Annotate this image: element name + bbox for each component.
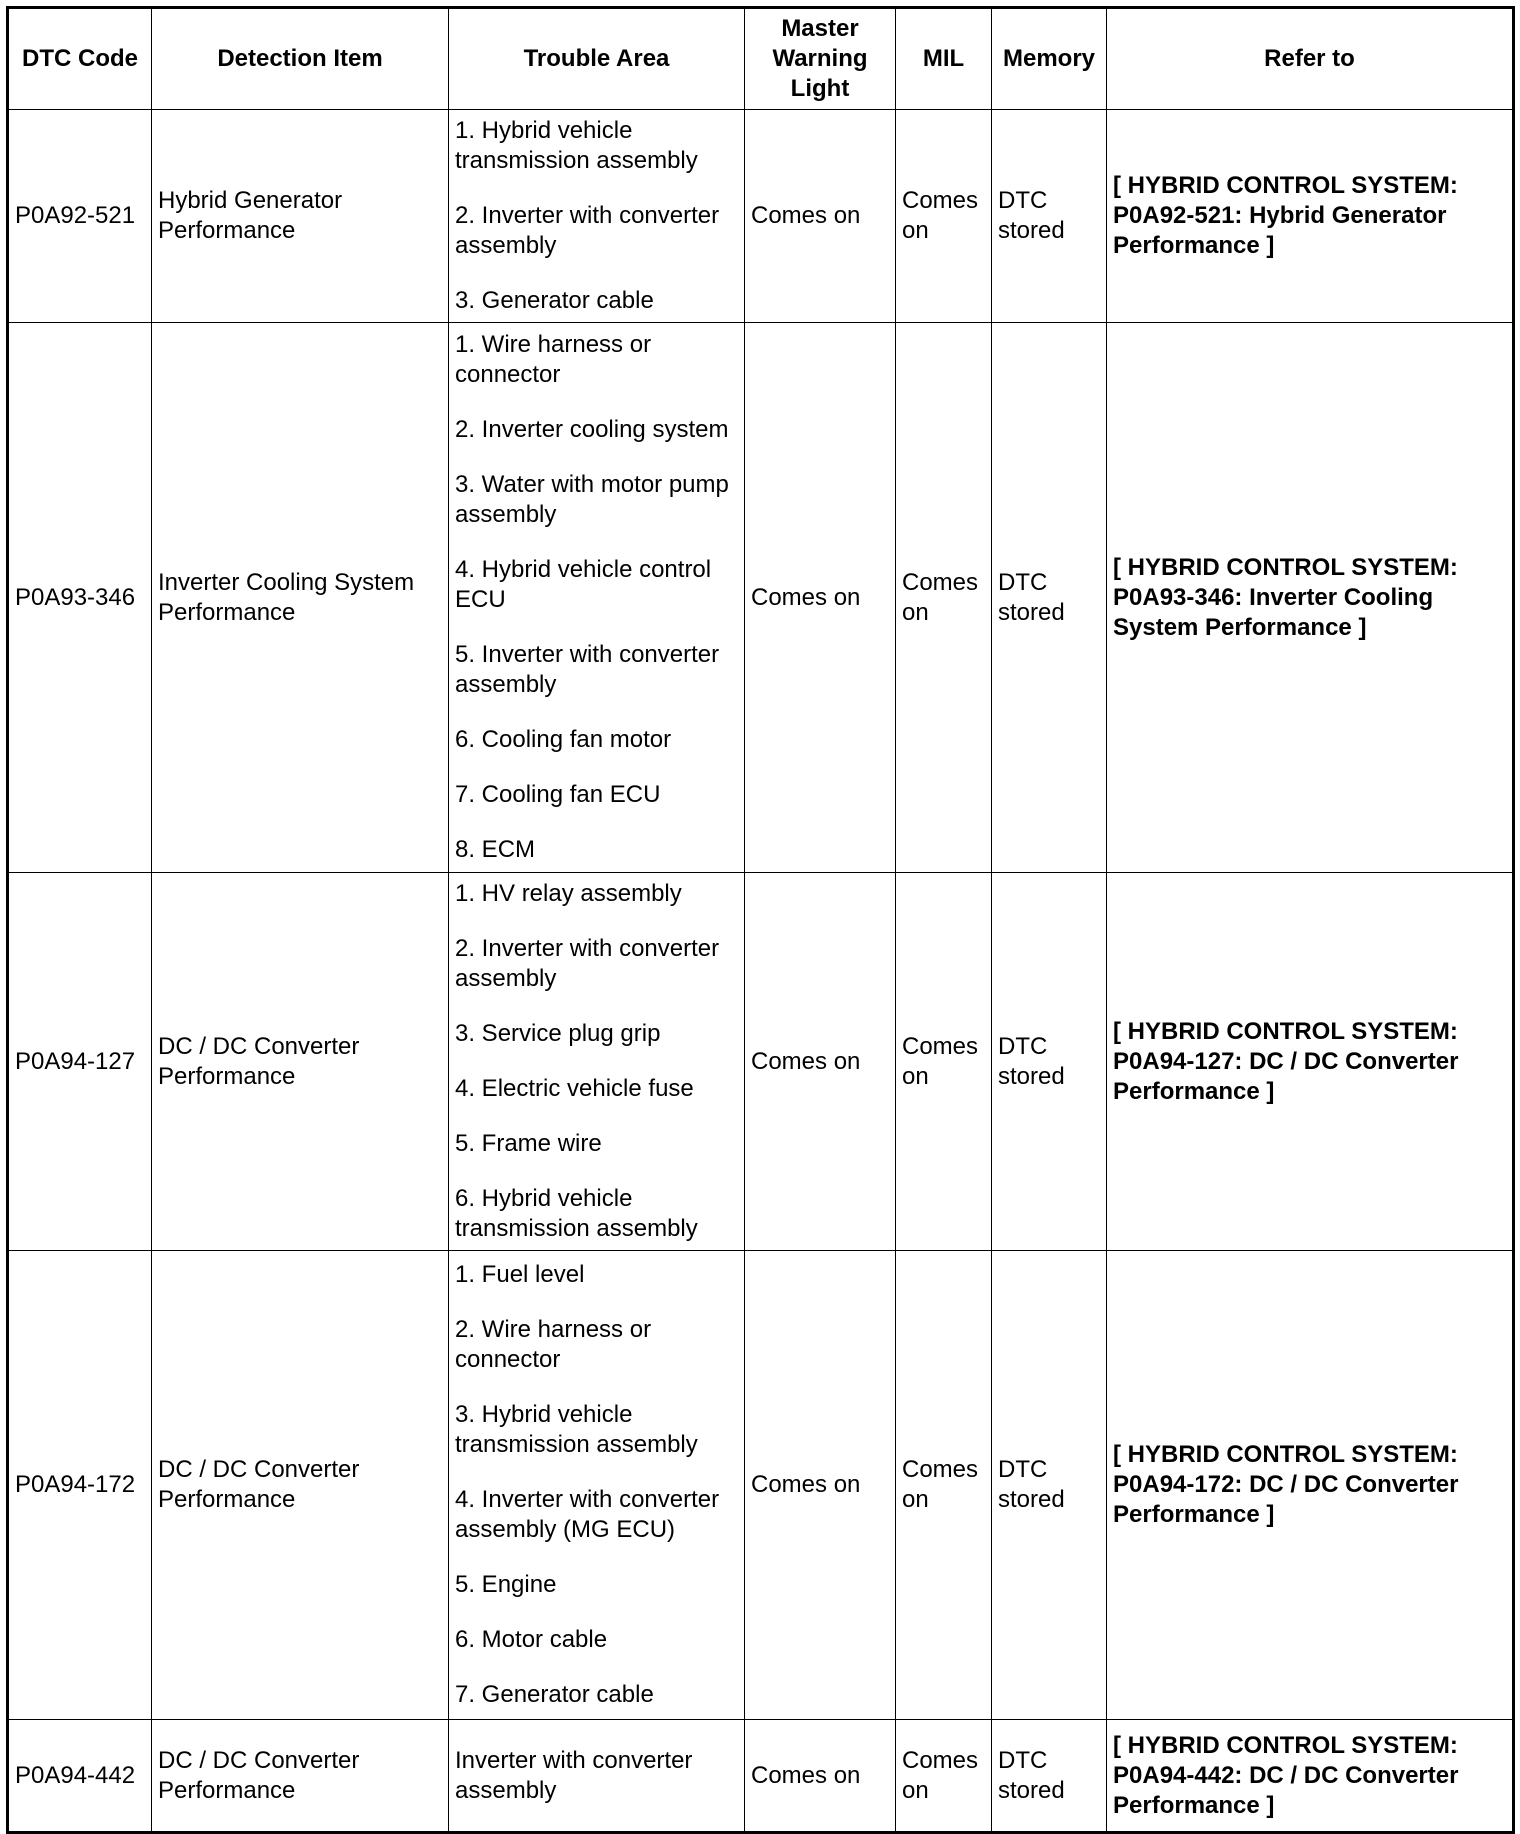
trouble-area-item: 2. Inverter cooling system — [455, 416, 729, 443]
trouble-area-item: 7. Generator cable — [455, 1681, 654, 1708]
table-row — [8, 1251, 1514, 1720]
trouble-area-item: 1. Fuel level — [455, 1261, 585, 1288]
table-row — [8, 110, 1514, 323]
trouble-area-item: 2. Wire harness or connector — [455, 1316, 652, 1373]
trouble-area-cell — [449, 1251, 745, 1720]
trouble-area-item: 3. Service plug grip — [455, 1020, 661, 1047]
dtc-code-cell: P0A94-442 — [8, 1720, 152, 1833]
header-trouble-area: Trouble Area — [449, 8, 745, 110]
mil-cell: Comes on — [896, 1720, 992, 1833]
mil-cell: Comes on — [896, 873, 992, 1251]
trouble-area-item: 3. Water with motor pump assembly — [455, 471, 729, 528]
refer-to-cell: [ HYBRID CONTROL SYSTEM: P0A92-521: Hybrid Generator Performance ] — [1107, 110, 1514, 323]
trouble-area-item: 1. HV relay assembly — [455, 880, 682, 907]
memory-cell: DTC stored — [992, 873, 1107, 1251]
master-warning-light-cell: Comes on — [745, 1720, 896, 1833]
trouble-area-cell — [449, 323, 745, 873]
detection-item-cell: DC / DC Converter Performance — [152, 1720, 449, 1833]
dtc-code-cell: P0A94-127 — [8, 873, 152, 1251]
dtc-code-cell: P0A93-346 — [8, 323, 152, 873]
detection-item-cell: Inverter Cooling System Performance — [152, 323, 449, 873]
dtc-table — [6, 6, 1515, 1834]
header-master-warning-light: Master Warning Light — [745, 8, 896, 110]
table-row — [8, 323, 1514, 873]
header-refer-to: Refer to — [1107, 8, 1514, 110]
trouble-area-item: Inverter with converter assembly — [455, 1746, 693, 1804]
mil-cell: Comes on — [896, 110, 992, 323]
refer-to-cell: [ HYBRID CONTROL SYSTEM: P0A94-172: DC / DC Converter Performance ] — [1107, 1251, 1514, 1720]
header-row — [8, 8, 1514, 110]
trouble-area-item: 6. Cooling fan motor — [455, 726, 672, 753]
memory-cell: DTC stored — [992, 110, 1107, 323]
trouble-area-item: 5. Engine — [455, 1571, 557, 1598]
mil-cell: Comes on — [896, 323, 992, 873]
trouble-area-cell — [449, 1720, 745, 1833]
trouble-area-item: 4. Hybrid vehicle control ECU — [455, 556, 712, 613]
master-warning-light-cell: Comes on — [745, 323, 896, 873]
detection-item-cell: DC / DC Converter Performance — [152, 1251, 449, 1720]
dtc-code-cell: P0A94-172 — [8, 1251, 152, 1720]
memory-cell: DTC stored — [992, 1720, 1107, 1833]
trouble-area-item: 1. Wire harness or connector — [455, 331, 652, 388]
header-mil: MIL — [896, 8, 992, 110]
master-warning-light-cell: Comes on — [745, 873, 896, 1251]
refer-to-cell: [ HYBRID CONTROL SYSTEM: P0A93-346: Inverter Cooling System Performance ] — [1107, 323, 1514, 873]
master-warning-light-cell: Comes on — [745, 110, 896, 323]
trouble-area-item: 1. Hybrid vehicle transmission assembly — [455, 117, 698, 174]
trouble-area-item: 5. Frame wire — [455, 1130, 602, 1157]
detection-item-cell: DC / DC Converter Performance — [152, 873, 449, 1251]
header-memory: Memory — [992, 8, 1107, 110]
table-row — [8, 1720, 1514, 1833]
trouble-area-item: 8. ECM — [455, 836, 536, 863]
trouble-area-cell — [449, 110, 745, 323]
trouble-area-item: 7. Cooling fan ECU — [455, 781, 661, 808]
master-warning-light-cell: Comes on — [745, 1251, 896, 1720]
trouble-area-item: 2. Inverter with converter assembly — [455, 935, 720, 992]
trouble-area-item: 5. Inverter with converter assembly — [455, 641, 720, 698]
refer-to-cell: [ HYBRID CONTROL SYSTEM: P0A94-127: DC / DC Converter Performance ] — [1107, 873, 1514, 1251]
header-dtc-code: DTC Code — [8, 8, 152, 110]
trouble-area-item: 4. Electric vehicle fuse — [455, 1075, 694, 1102]
table-body — [8, 110, 1514, 1833]
trouble-area-item: 3. Hybrid vehicle transmission assembly — [455, 1401, 698, 1458]
trouble-area-item: 4. Inverter with converter assembly (MG ECU) — [455, 1486, 720, 1543]
refer-to-cell: [ HYBRID CONTROL SYSTEM: P0A94-442: DC / DC Converter Performance ] — [1107, 1720, 1514, 1833]
trouble-area-cell — [449, 873, 745, 1251]
header-detection-item: Detection Item — [152, 8, 449, 110]
trouble-area-item: 6. Motor cable — [455, 1626, 608, 1653]
table-row — [8, 873, 1514, 1251]
memory-cell: DTC stored — [992, 323, 1107, 873]
trouble-area-item: 6. Hybrid vehicle transmission assembly — [455, 1185, 698, 1242]
trouble-area-item: 2. Inverter with converter assembly — [455, 202, 720, 259]
trouble-area-item: 3. Generator cable — [455, 287, 654, 314]
mil-cell: Comes on — [896, 1251, 992, 1720]
detection-item-cell: Hybrid Generator Performance — [152, 110, 449, 323]
dtc-code-cell: P0A92-521 — [8, 110, 152, 323]
memory-cell: DTC stored — [992, 1251, 1107, 1720]
